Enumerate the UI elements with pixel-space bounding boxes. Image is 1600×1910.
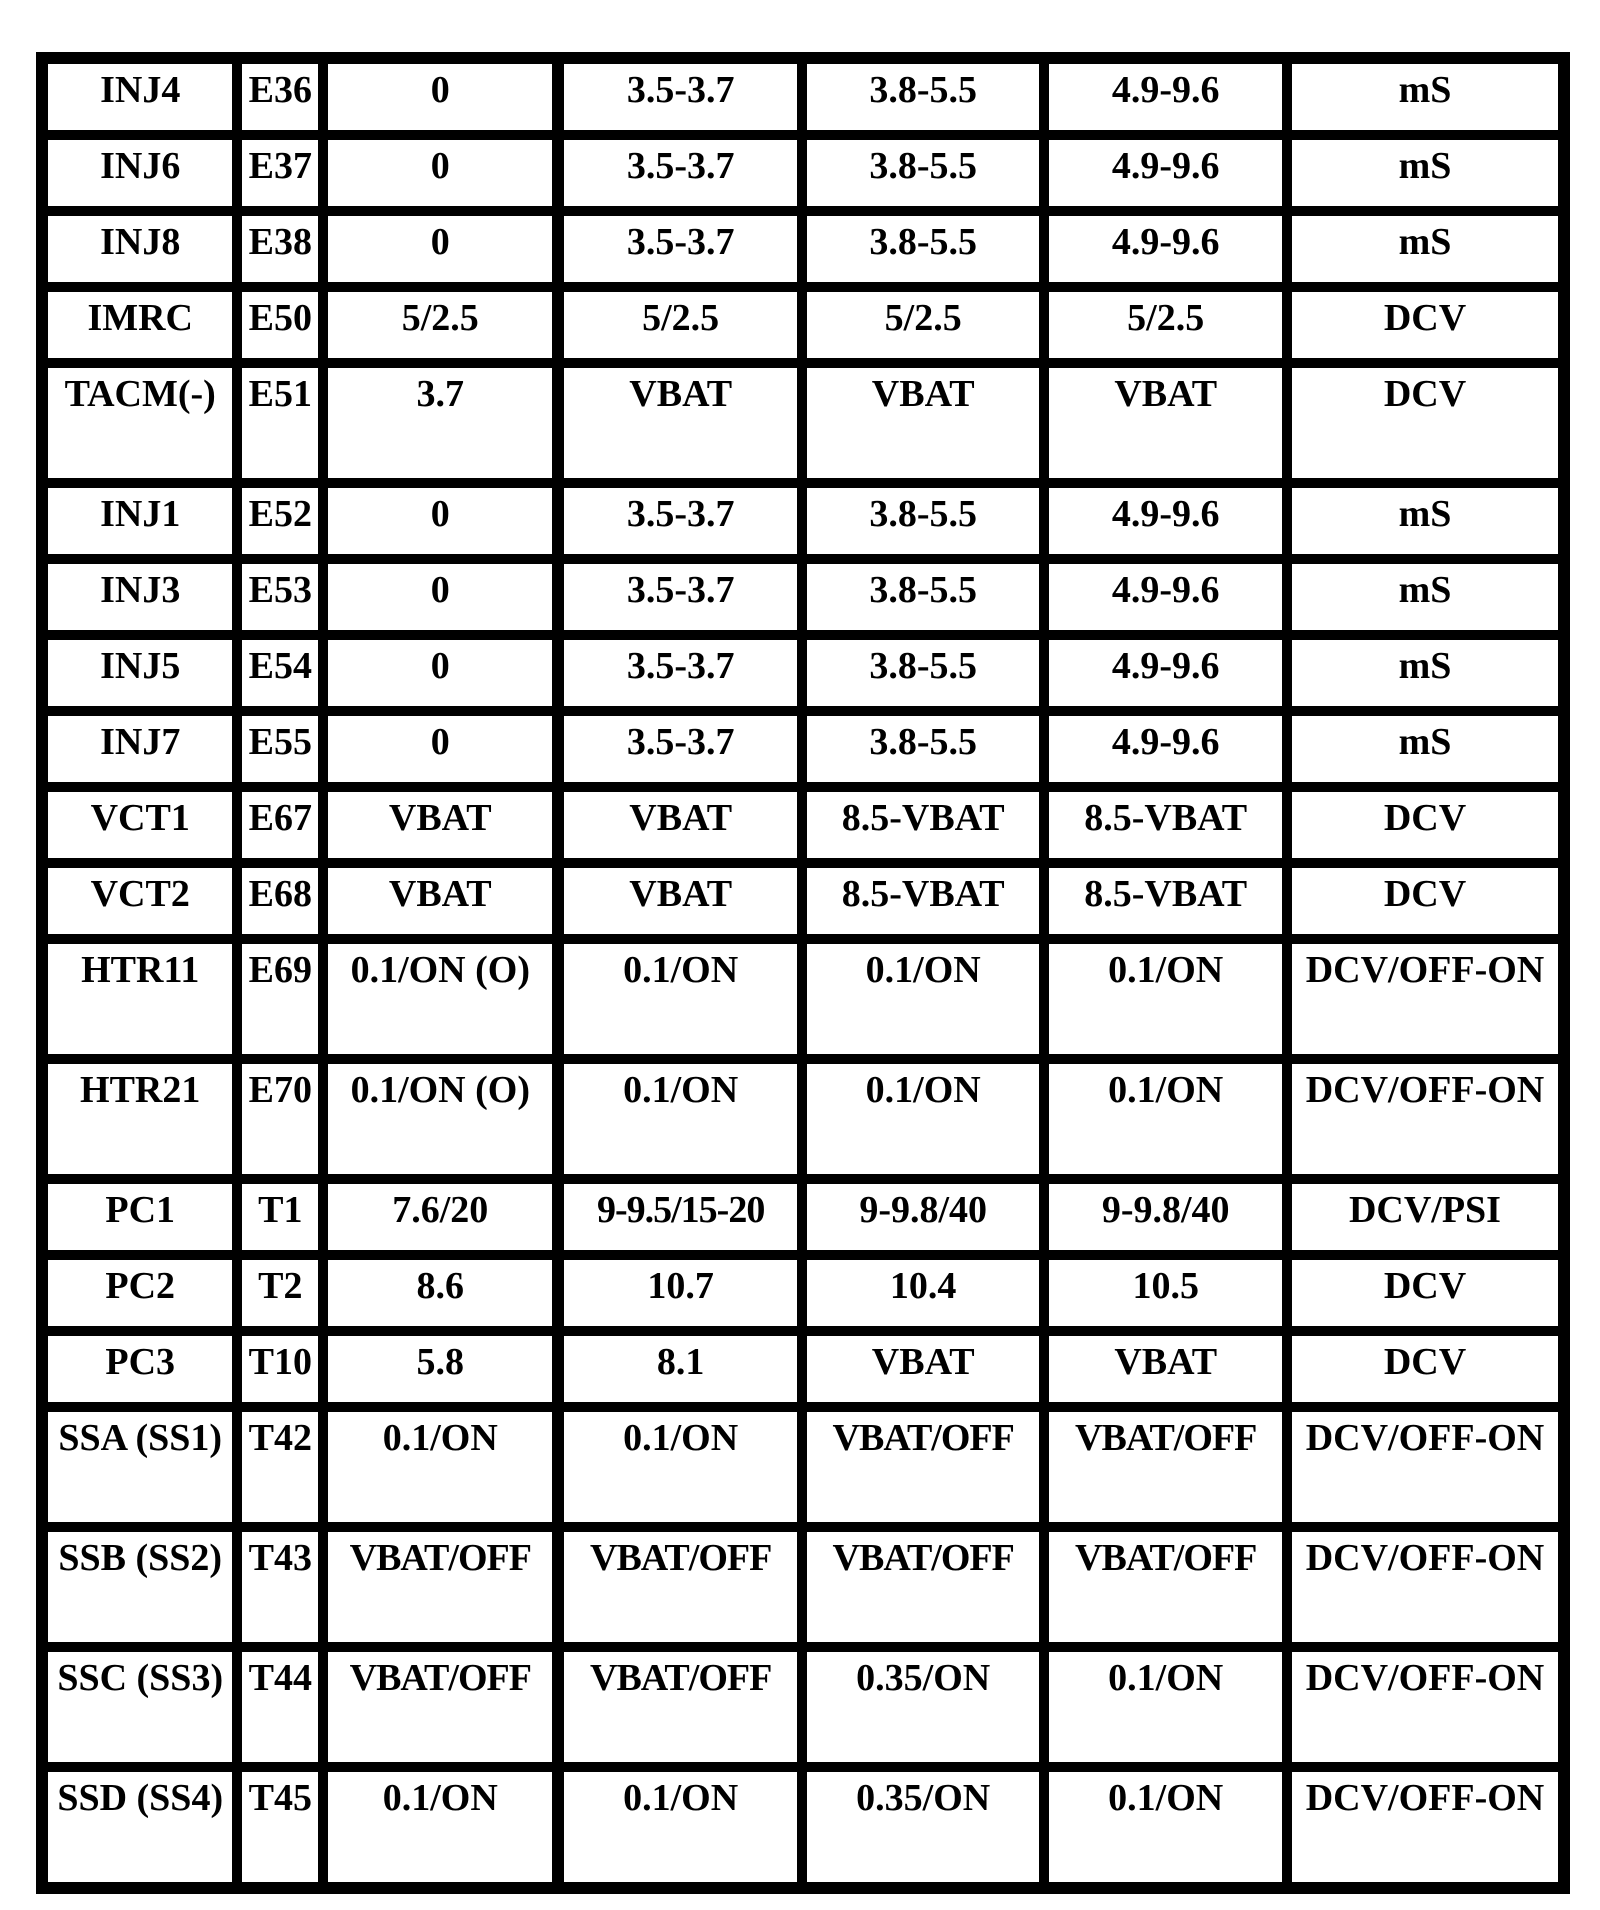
- table-row: [43, 135, 1563, 211]
- cell-value-4: VBAT/OFF: [1044, 1527, 1287, 1647]
- cell-signal: SSA (SS1): [43, 1407, 237, 1527]
- cell-value-1: 0.1/ON: [323, 1767, 559, 1887]
- table-row: [43, 211, 1563, 287]
- cell-value-2: 0.1/ON: [559, 1059, 802, 1179]
- cell-signal: INJ6: [43, 135, 237, 211]
- cell-value-2: 8.1: [559, 1331, 802, 1407]
- cell-signal: INJ7: [43, 711, 237, 787]
- cell-pin: E54: [237, 635, 323, 711]
- cell-value-3: VBAT/OFF: [802, 1407, 1045, 1527]
- table-row: [43, 59, 1563, 135]
- table-row: [43, 1647, 1563, 1767]
- cell-value-3: 3.8-5.5: [802, 211, 1045, 287]
- cell-value-3: 0.1/ON: [802, 939, 1045, 1059]
- cell-pin: T45: [237, 1767, 323, 1887]
- table-row: [43, 1767, 1563, 1887]
- cell-pin: E53: [237, 559, 323, 635]
- cell-unit: DCV: [1287, 287, 1563, 363]
- cell-value-1: 5/2.5: [323, 287, 559, 363]
- cell-pin: E50: [237, 287, 323, 363]
- cell-signal: HTR21: [43, 1059, 237, 1179]
- cell-value-3: 0.35/ON: [802, 1647, 1045, 1767]
- cell-value-3: 5/2.5: [802, 287, 1045, 363]
- cell-value-3: 9-9.8/40: [802, 1179, 1045, 1255]
- table-row: [43, 1407, 1563, 1527]
- cell-value-3: VBAT: [802, 1331, 1045, 1407]
- cell-unit: DCV/OFF-ON: [1287, 939, 1563, 1059]
- table-row: [43, 787, 1563, 863]
- cell-value-1: 0: [323, 59, 559, 135]
- cell-value-2: VBAT: [559, 363, 802, 483]
- cell-signal: SSD (SS4): [43, 1767, 237, 1887]
- cell-value-4: VBAT: [1044, 1331, 1287, 1407]
- table-row: [43, 1331, 1563, 1407]
- cell-unit: mS: [1287, 483, 1563, 559]
- cell-value-3: VBAT/OFF: [802, 1527, 1045, 1647]
- cell-signal: SSB (SS2): [43, 1527, 237, 1647]
- cell-pin: T44: [237, 1647, 323, 1767]
- cell-value-1: 0: [323, 211, 559, 287]
- table-row: [43, 559, 1563, 635]
- table-body: [43, 59, 1563, 1887]
- cell-value-4: 4.9-9.6: [1044, 559, 1287, 635]
- cell-value-4: 0.1/ON: [1044, 1767, 1287, 1887]
- table-row: [43, 287, 1563, 363]
- cell-unit: DCV/PSI: [1287, 1179, 1563, 1255]
- cell-signal: INJ5: [43, 635, 237, 711]
- pin-voltage-table: [36, 52, 1570, 1894]
- cell-value-2: VBAT/OFF: [559, 1647, 802, 1767]
- cell-value-4: 5/2.5: [1044, 287, 1287, 363]
- cell-signal: INJ1: [43, 483, 237, 559]
- cell-value-3: 8.5-VBAT: [802, 863, 1045, 939]
- cell-value-1: 0.1/ON: [323, 1407, 559, 1527]
- cell-value-1: 0: [323, 135, 559, 211]
- cell-pin: E51: [237, 363, 323, 483]
- table-row: [43, 1059, 1563, 1179]
- cell-value-2: 3.5-3.7: [559, 559, 802, 635]
- cell-pin: E70: [237, 1059, 323, 1179]
- table-row: [43, 635, 1563, 711]
- cell-value-3: VBAT: [802, 363, 1045, 483]
- cell-signal: VCT2: [43, 863, 237, 939]
- cell-value-3: 3.8-5.5: [802, 559, 1045, 635]
- cell-pin: E52: [237, 483, 323, 559]
- cell-value-4: 9-9.8/40: [1044, 1179, 1287, 1255]
- cell-value-4: 8.5-VBAT: [1044, 863, 1287, 939]
- cell-signal: PC3: [43, 1331, 237, 1407]
- cell-value-3: 0.1/ON: [802, 1059, 1045, 1179]
- cell-value-2: 3.5-3.7: [559, 483, 802, 559]
- cell-value-4: 4.9-9.6: [1044, 483, 1287, 559]
- cell-value-1: 0: [323, 635, 559, 711]
- cell-value-1: VBAT: [323, 863, 559, 939]
- cell-value-1: VBAT/OFF: [323, 1647, 559, 1767]
- cell-value-1: VBAT/OFF: [323, 1527, 559, 1647]
- cell-value-1: 3.7: [323, 363, 559, 483]
- cell-unit: DCV/OFF-ON: [1287, 1407, 1563, 1527]
- cell-unit: DCV/OFF-ON: [1287, 1767, 1563, 1887]
- cell-value-3: 0.35/ON: [802, 1767, 1045, 1887]
- cell-signal: VCT1: [43, 787, 237, 863]
- cell-value-4: 0.1/ON: [1044, 1059, 1287, 1179]
- table-row: [43, 363, 1563, 483]
- cell-value-4: 4.9-9.6: [1044, 59, 1287, 135]
- cell-unit: mS: [1287, 135, 1563, 211]
- cell-value-1: 5.8: [323, 1331, 559, 1407]
- cell-unit: DCV/OFF-ON: [1287, 1527, 1563, 1647]
- cell-value-1: 0: [323, 483, 559, 559]
- cell-pin: E38: [237, 211, 323, 287]
- cell-unit: DCV/OFF-ON: [1287, 1647, 1563, 1767]
- cell-signal: PC1: [43, 1179, 237, 1255]
- cell-value-4: 4.9-9.6: [1044, 635, 1287, 711]
- cell-value-2: 3.5-3.7: [559, 711, 802, 787]
- cell-signal: HTR11: [43, 939, 237, 1059]
- cell-value-3: 3.8-5.5: [802, 635, 1045, 711]
- cell-unit: DCV: [1287, 363, 1563, 483]
- cell-value-2: VBAT/OFF: [559, 1527, 802, 1647]
- cell-signal: SSC (SS3): [43, 1647, 237, 1767]
- cell-pin: T43: [237, 1527, 323, 1647]
- cell-value-2: 0.1/ON: [559, 1767, 802, 1887]
- cell-value-1: 0: [323, 559, 559, 635]
- cell-value-2: 3.5-3.7: [559, 635, 802, 711]
- table-row: [43, 1255, 1563, 1331]
- cell-value-4: 4.9-9.6: [1044, 711, 1287, 787]
- cell-unit: mS: [1287, 211, 1563, 287]
- table-row: [43, 483, 1563, 559]
- cell-value-4: 0.1/ON: [1044, 939, 1287, 1059]
- cell-signal: PC2: [43, 1255, 237, 1331]
- cell-pin: T42: [237, 1407, 323, 1527]
- cell-pin: E67: [237, 787, 323, 863]
- cell-signal: TACM(-): [43, 363, 237, 483]
- cell-value-2: VBAT: [559, 787, 802, 863]
- table-row: [43, 1179, 1563, 1255]
- cell-value-4: 4.9-9.6: [1044, 211, 1287, 287]
- cell-value-2: 9-9.5/15-20: [559, 1179, 802, 1255]
- table-row: [43, 711, 1563, 787]
- cell-pin: E55: [237, 711, 323, 787]
- cell-pin: E37: [237, 135, 323, 211]
- cell-value-2: 10.7: [559, 1255, 802, 1331]
- cell-pin: E36: [237, 59, 323, 135]
- cell-unit: mS: [1287, 59, 1563, 135]
- cell-value-1: 0: [323, 711, 559, 787]
- cell-value-4: 10.5: [1044, 1255, 1287, 1331]
- cell-unit: mS: [1287, 635, 1563, 711]
- document-page: [36, 52, 1570, 1894]
- table-row: [43, 1527, 1563, 1647]
- cell-unit: mS: [1287, 711, 1563, 787]
- cell-signal: INJ8: [43, 211, 237, 287]
- cell-value-4: 0.1/ON: [1044, 1647, 1287, 1767]
- cell-value-2: 3.5-3.7: [559, 59, 802, 135]
- cell-value-3: 8.5-VBAT: [802, 787, 1045, 863]
- cell-value-1: VBAT: [323, 787, 559, 863]
- cell-value-2: 5/2.5: [559, 287, 802, 363]
- cell-unit: DCV: [1287, 787, 1563, 863]
- cell-unit: DCV: [1287, 1255, 1563, 1331]
- cell-value-3: 3.8-5.5: [802, 483, 1045, 559]
- cell-pin: E68: [237, 863, 323, 939]
- cell-value-4: 8.5-VBAT: [1044, 787, 1287, 863]
- cell-value-2: 0.1/ON: [559, 1407, 802, 1527]
- cell-unit: mS: [1287, 559, 1563, 635]
- cell-pin: T10: [237, 1331, 323, 1407]
- cell-signal: INJ4: [43, 59, 237, 135]
- cell-value-1: 0.1/ON (O): [323, 1059, 559, 1179]
- cell-value-2: VBAT: [559, 863, 802, 939]
- table-row: [43, 863, 1563, 939]
- cell-value-4: 4.9-9.6: [1044, 135, 1287, 211]
- cell-unit: DCV: [1287, 863, 1563, 939]
- cell-value-3: 3.8-5.5: [802, 711, 1045, 787]
- cell-unit: DCV: [1287, 1331, 1563, 1407]
- table-row: [43, 939, 1563, 1059]
- cell-value-3: 10.4: [802, 1255, 1045, 1331]
- cell-value-4: VBAT/OFF: [1044, 1407, 1287, 1527]
- cell-pin: T2: [237, 1255, 323, 1331]
- cell-value-3: 3.8-5.5: [802, 59, 1045, 135]
- cell-pin: T1: [237, 1179, 323, 1255]
- cell-signal: INJ3: [43, 559, 237, 635]
- cell-value-2: 3.5-3.7: [559, 135, 802, 211]
- cell-value-2: 3.5-3.7: [559, 211, 802, 287]
- cell-pin: E69: [237, 939, 323, 1059]
- cell-value-1: 8.6: [323, 1255, 559, 1331]
- cell-value-1: 7.6/20: [323, 1179, 559, 1255]
- cell-value-4: VBAT: [1044, 363, 1287, 483]
- cell-value-2: 0.1/ON: [559, 939, 802, 1059]
- cell-unit: DCV/OFF-ON: [1287, 1059, 1563, 1179]
- cell-value-1: 0.1/ON (O): [323, 939, 559, 1059]
- cell-value-3: 3.8-5.5: [802, 135, 1045, 211]
- cell-signal: IMRC: [43, 287, 237, 363]
